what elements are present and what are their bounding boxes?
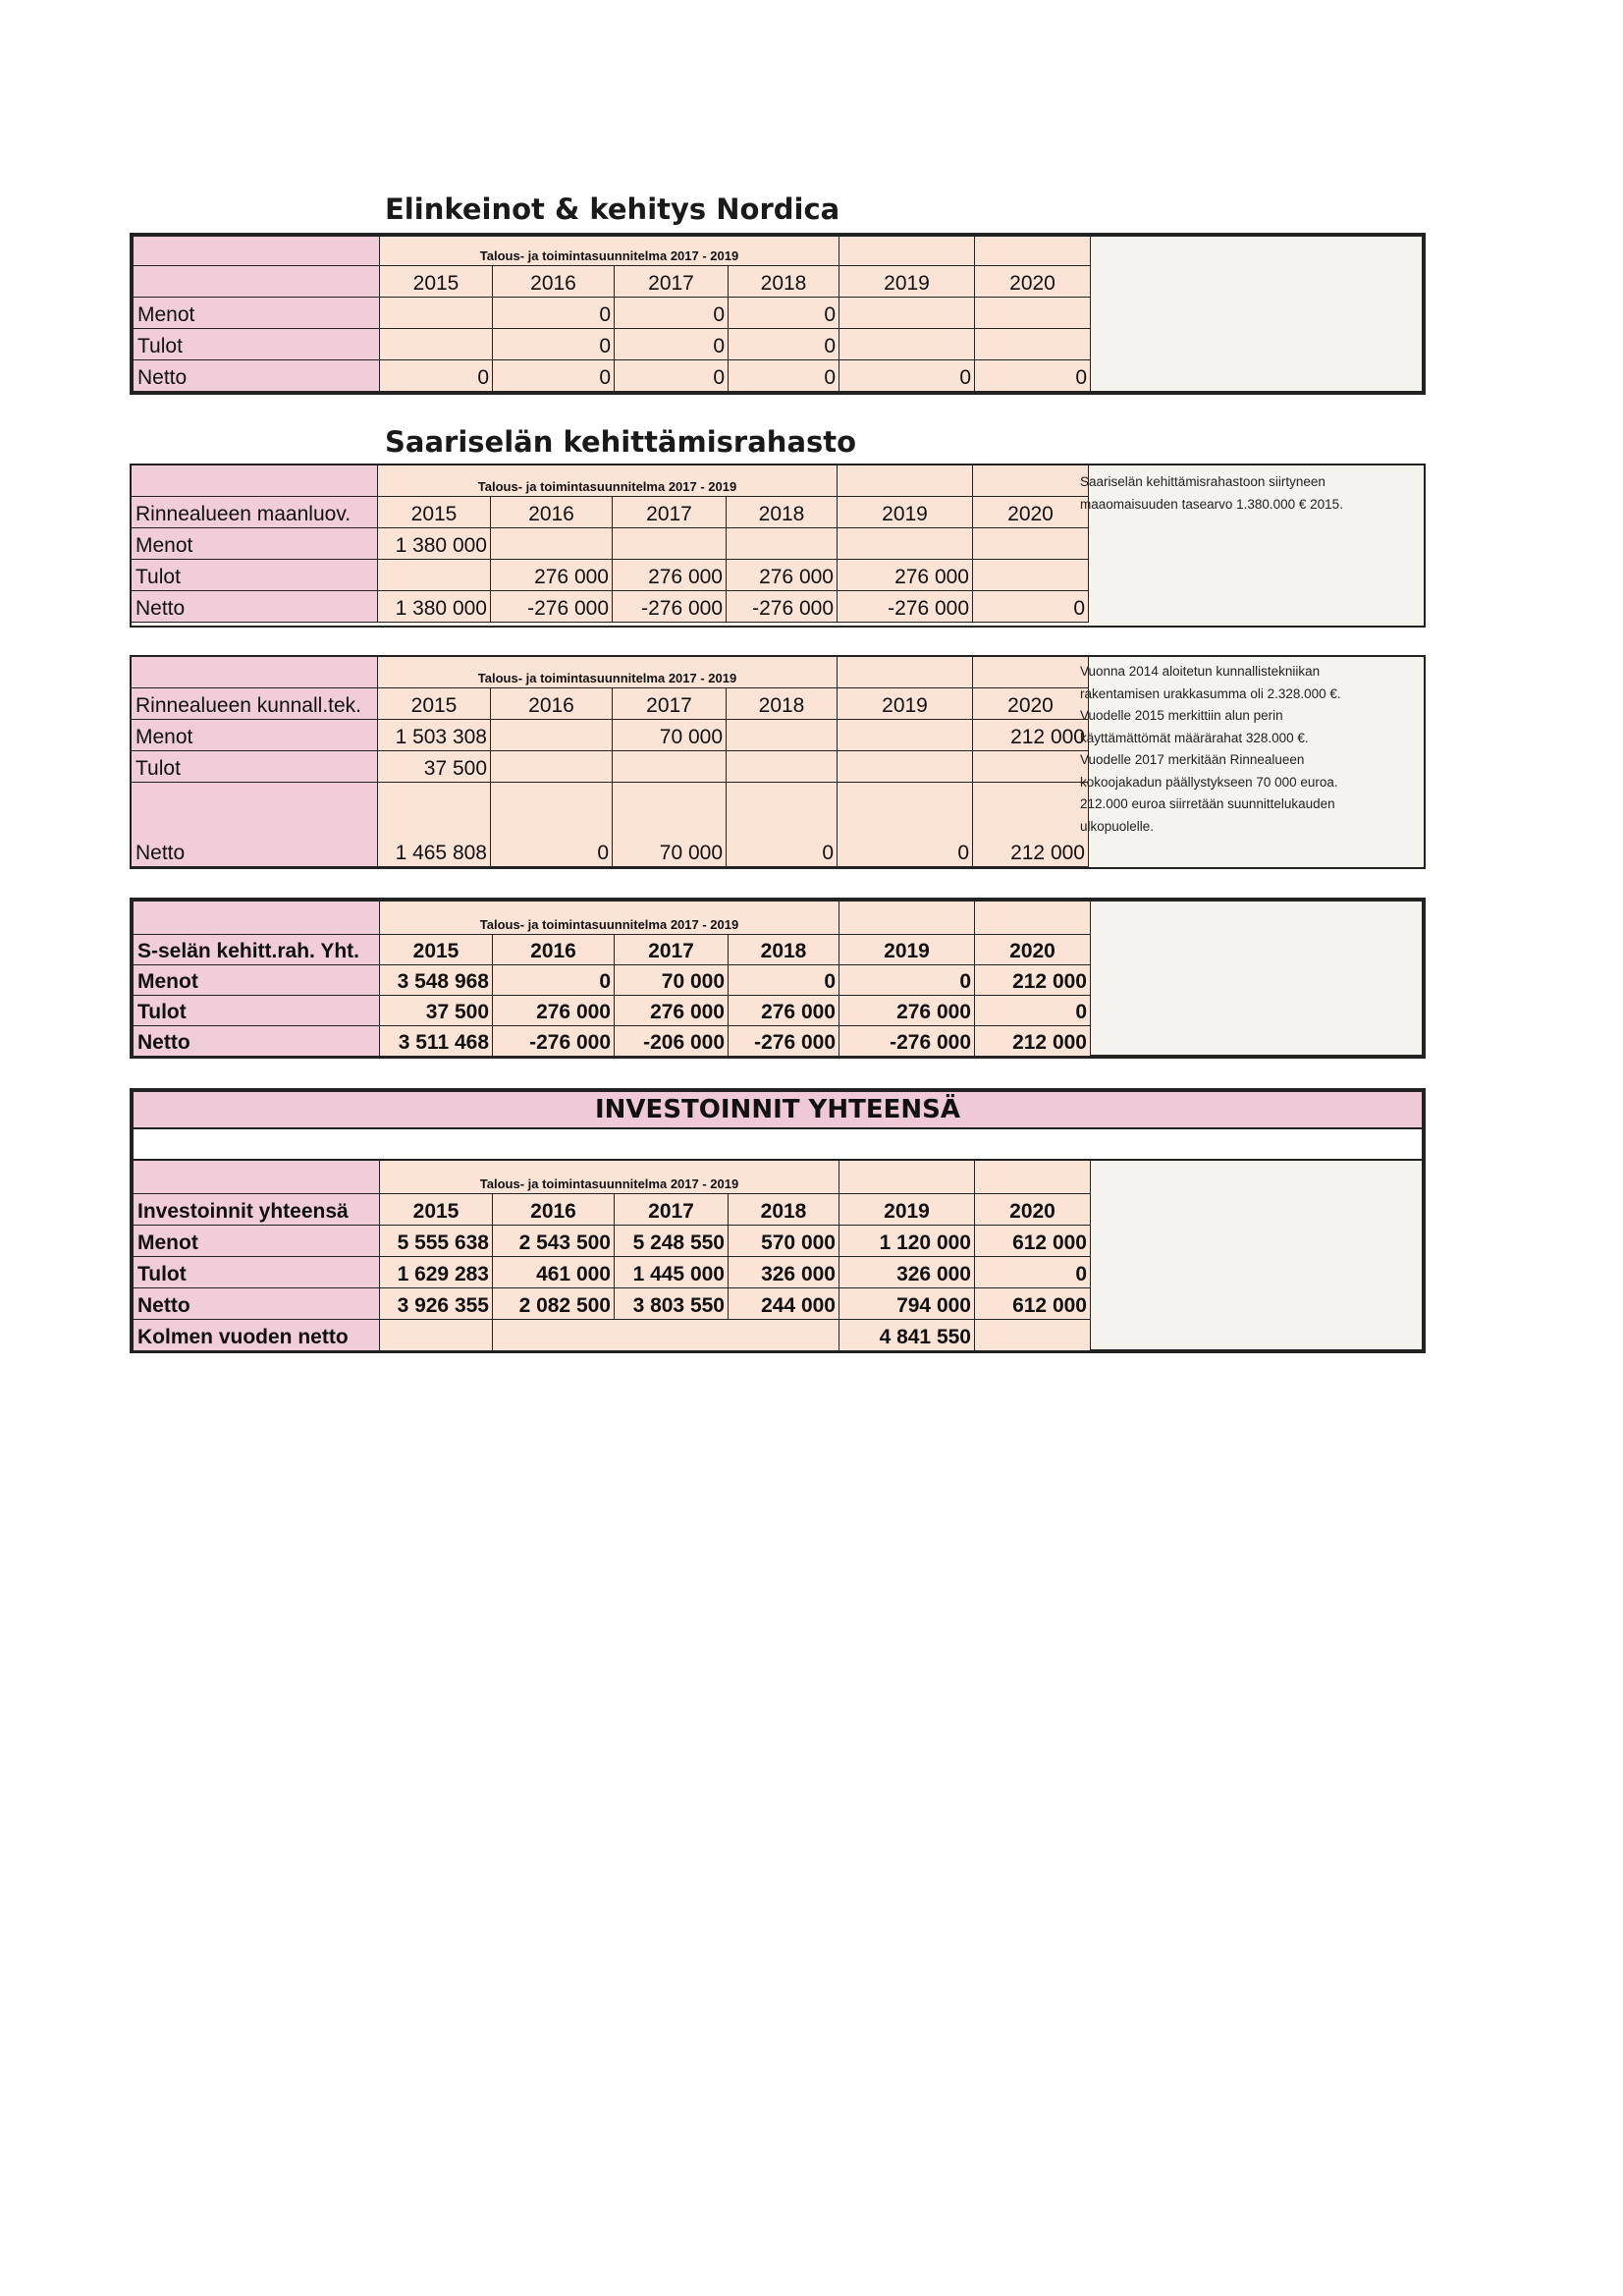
row-label-tulot: Tulot — [132, 751, 378, 783]
cell: 0 — [727, 783, 838, 867]
row-label-tulot: Tulot — [134, 329, 380, 360]
year-2015: 2015 — [380, 266, 493, 298]
cell — [975, 298, 1091, 329]
empty-cell — [973, 465, 1089, 497]
year-2020: 2020 — [975, 935, 1091, 965]
cell: 0 — [975, 360, 1091, 392]
header-label — [134, 237, 380, 266]
row-label-tulot: Tulot — [132, 560, 378, 591]
cell: 0 — [493, 298, 615, 329]
year-2018: 2018 — [727, 688, 838, 720]
cell: 1 380 000 — [378, 591, 491, 623]
cell: -276 000 — [727, 591, 838, 623]
cell — [839, 329, 975, 360]
cell: 0 — [380, 360, 493, 392]
cell: 0 — [838, 783, 973, 867]
year-2018: 2018 — [727, 497, 838, 528]
cell — [613, 528, 727, 560]
cell: 1 503 308 — [378, 720, 491, 751]
year-2017: 2017 — [613, 688, 727, 720]
cell — [378, 560, 491, 591]
plan-caption: Talous- ja toimintasuunnitelma 2017 - 2019 — [380, 237, 839, 266]
year-2019: 2019 — [839, 1194, 975, 1226]
cell: 276 000 — [491, 560, 613, 591]
cell: -276 000 — [493, 1026, 615, 1057]
year-2017: 2017 — [613, 497, 727, 528]
cell: 3 926 355 — [380, 1288, 493, 1320]
year-2020: 2020 — [975, 1194, 1091, 1226]
header-label — [132, 657, 378, 688]
cell: 212 000 — [975, 965, 1091, 996]
cell: 0 — [615, 360, 729, 392]
empty-cell — [839, 237, 975, 266]
cell: 0 — [615, 329, 729, 360]
empty-cell — [839, 1161, 975, 1194]
year-2018: 2018 — [729, 935, 839, 965]
cell: 0 — [729, 965, 839, 996]
empty-cell — [975, 1161, 1091, 1194]
kehittamis-note — [1076, 469, 1424, 518]
kunnall-table — [130, 655, 1426, 869]
note-line: 212.000 euroa siirretään suunnittelukauden — [1080, 796, 1335, 811]
row-label-netto: Netto — [132, 783, 378, 867]
note-line: rakentamisen urakkasumma oli 2.328.000 €. — [1080, 685, 1341, 701]
empty-cell — [493, 1320, 839, 1351]
plan-caption: Talous- ja toimintasuunnitelma 2017 - 2019 — [380, 902, 839, 935]
cell: 276 000 — [615, 996, 729, 1026]
cell: 70 000 — [613, 720, 727, 751]
cell: 0 — [729, 360, 839, 392]
cell: 276 000 — [727, 560, 838, 591]
kunnall-note — [1076, 659, 1424, 840]
row-label-investoinnit: Investoinnit yhteensä — [134, 1194, 380, 1226]
cell: 70 000 — [615, 965, 729, 996]
kehittamis-title: Saariselän kehittämisrahasto — [385, 425, 857, 459]
cell — [838, 528, 973, 560]
cell: 0 — [975, 1257, 1091, 1288]
cell — [838, 751, 973, 783]
year-2015: 2015 — [380, 935, 493, 965]
cell: 794 000 — [839, 1288, 975, 1320]
year-2015: 2015 — [380, 1194, 493, 1226]
cell — [380, 298, 493, 329]
note-line: kokoojakadun päällystykseen 70 000 euroa. — [1080, 774, 1338, 790]
cell: 0 — [839, 965, 975, 996]
cell — [727, 528, 838, 560]
year-2017: 2017 — [615, 1194, 729, 1226]
cell: 5 555 638 — [380, 1226, 493, 1257]
year-2019: 2019 — [838, 497, 973, 528]
kehittamis-table — [130, 464, 1426, 628]
cell: 1 120 000 — [839, 1226, 975, 1257]
cell: 212 000 — [975, 1026, 1091, 1057]
year-2019: 2019 — [839, 266, 975, 298]
cell — [973, 528, 1089, 560]
three-year-netto-value: 4 841 550 — [839, 1320, 975, 1351]
cell — [380, 329, 493, 360]
cell: 276 000 — [729, 996, 839, 1026]
empty-cell — [975, 1320, 1091, 1351]
cell: 570 000 — [729, 1226, 839, 1257]
note-line: Vuodelle 2015 merkittiin alun perin — [1080, 708, 1283, 723]
cell: -276 000 — [838, 591, 973, 623]
year-2018: 2018 — [729, 1194, 839, 1226]
year-2017: 2017 — [615, 935, 729, 965]
row-label-tulot: Tulot — [134, 1257, 380, 1288]
cell: 0 — [973, 591, 1089, 623]
cell — [491, 751, 613, 783]
row-label-maanluov: Rinnealueen maanluov. — [132, 497, 378, 528]
row-label-netto: Netto — [134, 1026, 380, 1057]
cell — [613, 751, 727, 783]
cell: 276 000 — [838, 560, 973, 591]
cell — [491, 528, 613, 560]
row-label-netto: Netto — [132, 591, 378, 623]
cell: 0 — [729, 329, 839, 360]
header-label — [132, 465, 378, 497]
row-label-kolmen-vuoden-netto: Kolmen vuoden netto — [134, 1320, 380, 1351]
year-2019: 2019 — [839, 935, 975, 965]
cell: -276 000 — [729, 1026, 839, 1057]
cell: 0 — [729, 298, 839, 329]
cell: 0 — [493, 329, 615, 360]
year-2016: 2016 — [493, 1194, 615, 1226]
cell: 3 548 968 — [380, 965, 493, 996]
cell: 1 445 000 — [615, 1257, 729, 1288]
note-line: maaomaisuuden tasearvo 1.380.000 € 2015. — [1080, 496, 1343, 512]
cell — [839, 298, 975, 329]
year-2015: 2015 — [378, 497, 491, 528]
year-2020: 2020 — [973, 688, 1089, 720]
cell: 461 000 — [493, 1257, 615, 1288]
cell — [491, 720, 613, 751]
cell: -276 000 — [839, 1026, 975, 1057]
row-label-tulot: Tulot — [134, 996, 380, 1026]
plan-caption: Talous- ja toimintasuunnitelma 2017 - 2019 — [380, 1161, 839, 1194]
row-label-kunnall: Rinnealueen kunnall.tek. — [132, 688, 378, 720]
cell: 5 248 550 — [615, 1226, 729, 1257]
year-2016: 2016 — [493, 266, 615, 298]
row-label-menot: Menot — [132, 528, 378, 560]
cell: -206 000 — [615, 1026, 729, 1057]
cell — [973, 560, 1089, 591]
cell: 244 000 — [729, 1288, 839, 1320]
year-label — [134, 266, 380, 298]
year-2017: 2017 — [615, 266, 729, 298]
cell: 276 000 — [839, 996, 975, 1026]
note-line: Vuodelle 2017 merkitään Rinnealueen — [1080, 752, 1305, 767]
cell: 3 511 468 — [380, 1026, 493, 1057]
year-2020: 2020 — [975, 266, 1091, 298]
investoinnit-table — [130, 1088, 1426, 1353]
empty-cell — [380, 1320, 493, 1351]
note-line: ulkopuolelle. — [1080, 818, 1155, 834]
header-strip — [134, 1129, 1422, 1161]
year-2019: 2019 — [838, 688, 973, 720]
cell: 37 500 — [378, 751, 491, 783]
cell: 3 803 550 — [615, 1288, 729, 1320]
year-2016: 2016 — [493, 935, 615, 965]
cell: 326 000 — [729, 1257, 839, 1288]
cell: 1 380 000 — [378, 528, 491, 560]
note-line: Saariselän kehittämisrahastoon siirtyneen — [1080, 474, 1325, 489]
year-2016: 2016 — [491, 688, 613, 720]
row-label-yht: S-selän kehitt.rah. Yht. — [134, 935, 380, 965]
cell: 326 000 — [839, 1257, 975, 1288]
note-line: käyttämättömät määrärahat 328.000 €. — [1080, 730, 1309, 745]
cell: 2 543 500 — [493, 1226, 615, 1257]
note-line: Vuonna 2014 aloitetun kunnallistekniikan — [1080, 664, 1321, 679]
row-label-menot: Menot — [134, 298, 380, 329]
cell: 612 000 — [975, 1288, 1091, 1320]
header-label — [134, 902, 380, 935]
year-2015: 2015 — [378, 688, 491, 720]
cell: 276 000 — [613, 560, 727, 591]
empty-cell — [838, 465, 973, 497]
cell: 2 082 500 — [493, 1288, 615, 1320]
cell — [727, 720, 838, 751]
cell — [838, 720, 973, 751]
cell — [973, 751, 1089, 783]
row-label-netto: Netto — [134, 360, 380, 392]
cell: 612 000 — [975, 1226, 1091, 1257]
cell: 0 — [491, 783, 613, 867]
cell: 37 500 — [380, 996, 493, 1026]
cell: -276 000 — [491, 591, 613, 623]
cell: 70 000 — [613, 783, 727, 867]
cell: -276 000 — [613, 591, 727, 623]
year-2018: 2018 — [729, 266, 839, 298]
cell: 1 629 283 — [380, 1257, 493, 1288]
row-label-menot: Menot — [134, 965, 380, 996]
year-2016: 2016 — [491, 497, 613, 528]
cell: 276 000 — [493, 996, 615, 1026]
cell: 0 — [839, 360, 975, 392]
cell: 1 465 808 — [378, 783, 491, 867]
empty-cell — [975, 902, 1091, 935]
cell: 0 — [975, 996, 1091, 1026]
yht-table — [130, 898, 1426, 1059]
empty-cell — [973, 657, 1089, 688]
plan-caption: Talous- ja toimintasuunnitelma 2017 - 2019 — [378, 465, 838, 497]
row-label-netto: Netto — [134, 1288, 380, 1320]
cell: 0 — [615, 298, 729, 329]
plan-caption: Talous- ja toimintasuunnitelma 2017 - 2019 — [378, 657, 838, 688]
empty-cell — [838, 657, 973, 688]
cell: 212 000 — [973, 783, 1089, 867]
row-label-menot: Menot — [134, 1226, 380, 1257]
cell — [727, 751, 838, 783]
empty-cell — [975, 237, 1091, 266]
empty-cell — [839, 902, 975, 935]
nordica-title: Elinkeinot & kehitys Nordica — [385, 192, 840, 226]
row-label-menot: Menot — [132, 720, 378, 751]
cell: 0 — [493, 360, 615, 392]
header-label — [134, 1161, 380, 1194]
nordica-table — [130, 233, 1426, 395]
cell: 212 000 — [973, 720, 1089, 751]
cell — [975, 329, 1091, 360]
investoinnit-header: INVESTOINNIT YHTEENSÄ — [134, 1092, 1422, 1129]
cell: 0 — [493, 965, 615, 996]
year-2020: 2020 — [973, 497, 1089, 528]
